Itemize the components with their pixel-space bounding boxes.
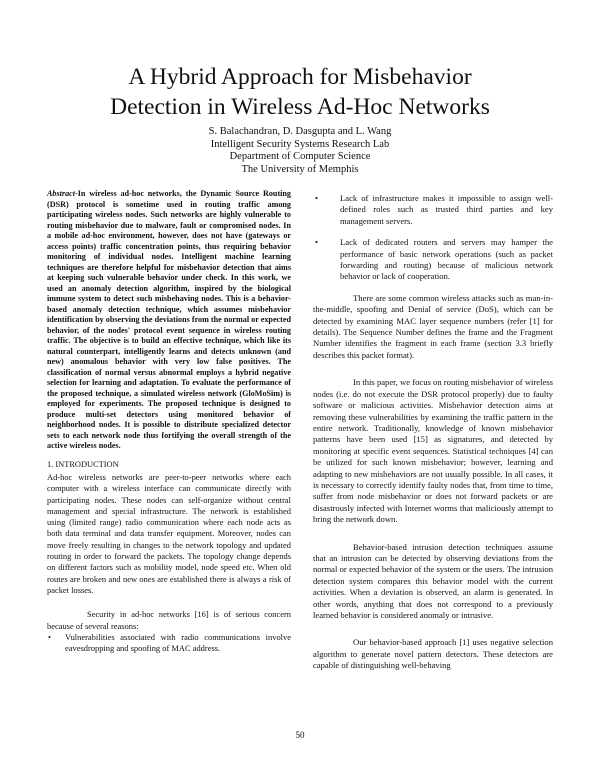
affiliation-lab: Intelligent Security Systems Research Lab bbox=[210, 138, 390, 150]
right-column bbox=[313, 193, 553, 672]
right-paragraph-3: Behavior-based intrusion detection techniques assume that an intrusion can be detected by observing deviations from the normal or expected behavior of the system or the users. The intrusion detection system compares this behavior model with the current activities. When a deviation is observed, an alarm is generated. In other words, anything that does not correspond to a previously learned behavior is considered anomaly or intrusive. bbox=[313, 541, 553, 620]
bullet-item bbox=[47, 632, 291, 655]
bullet-glyph: • bbox=[315, 237, 319, 248]
affiliation-dept: Department of Computer Science bbox=[229, 151, 371, 162]
bullet-glyph: • bbox=[48, 631, 51, 642]
page-number: 50 bbox=[295, 730, 305, 740]
bullet-text: Lack of dedicated routers and servers may hamper the performance of basic network operations (such as packet forwarding and routing) because of malicious network behavior or lack of cooperation. bbox=[340, 237, 553, 282]
right-paragraph-1: There are some common wireless attacks such as man-in-the-middle, spoofing and Denial of service (DoS), which can be detected by examining MAC layer sequence numbers (refer [1] for details). The Sequence Number defines the frame and the Fragment Number identifies the fragment in each frame (section 3.3 briefly describes this packet format). bbox=[313, 292, 553, 360]
abstract-label: Abstract bbox=[47, 189, 75, 198]
affiliation-university: The University of Memphis bbox=[241, 163, 359, 175]
left-column bbox=[47, 189, 291, 654]
intro-paragraph-1: Ad-hoc wireless networks are peer-to-peer networks where each computer with a wireless interface can communicate directly with participating nodes. These nodes can self-organize without central management and special infrastructure. The network is established using (limited range) radio communication where each node acts as both data terminal and data transfer equipment. Moreover, nodes can move freely resulting in changes to the network topology and updated routing in order to forward the packets. The topology change depends on different factors such as mobility model, node speed etc. When old routes are broken and new ones are established there is always a risk of packet losses. bbox=[47, 472, 291, 595]
author-block bbox=[0, 126, 600, 176]
title-line-2: Detection in Wireless Ad-Hoc Networks bbox=[110, 94, 490, 120]
bullet-item bbox=[313, 237, 553, 283]
bullet-glyph: • bbox=[315, 193, 319, 203]
paper-title bbox=[0, 62, 600, 122]
section-heading-introduction: 1. INTRODUCTION bbox=[47, 459, 119, 469]
intro-paragraph-2: Security in ad-hoc networks [16] is of serious concern because of several reasons: bbox=[47, 609, 291, 631]
abstract bbox=[47, 189, 291, 452]
bullet-item bbox=[313, 193, 553, 227]
bullet-text: Lack of infrastructure makes it impossible to assign well-defined roles such as trusted third parties and key management servers. bbox=[340, 193, 553, 226]
right-bullet-list bbox=[313, 193, 553, 283]
right-paragraph-2: In this paper, we focus on routing misbehavior of wireless nodes (i.e. do not execute the DSR protocol properly) due to faulty software or malicious activities. Misbehavior detection aims at removing these vulnerabilities by examining the traffic pattern in the entire network. Traditionally, knowledge of known misbehavior patterns have been used [15] as signatures, and detected by monitoring at specific event sequences. Statistical techniques [4] can be utilized for such known misbehavior; however, learning and adapting to new misbehaviors are not usually possible. In all cases, it is necessary to correctly identify faulty nodes that, from time to time, suffer from node misbehavior or does not forward packets or are disastrously infected with Internet worms that maliciously attempt to bring the network down. bbox=[313, 377, 553, 525]
author-names: S. Balachandran, D. Dasgupta and L. Wang bbox=[208, 126, 392, 137]
bullet-text: Vulnerabilities associated with radio communications involve eavesdropping and spoofing of MAC address. bbox=[65, 631, 291, 654]
left-bullet-list bbox=[47, 632, 291, 655]
abstract-text: -In wireless ad-hoc networks, the Dynamic Source Routing (DSR) protocol is sometime used in routing traffic among participating wireless nodes. Such networks are highly vulnerable to routing misbehavior due to malware, fault or compromised nodes. In a mobile ad-hoc environment, however, does not have (gateways or access points) traffic concentration points, thus requiring behavior monitoring of individual nodes. Intelligent machine learning techniques are therefore helpful for misbehavior detection that aims at keeping such vulnerable behavior under check. In this work, we used an anomaly detection algorithm, inspired by the biological immune system to detect such misbehaving nodes. This is a behavior-based anomaly detection technique, which assumes misbehavior identification by observing the deviations from the normal or expected behavior, of the nodes' protocol event sequence in wireless routing traffic. The objective is to build an effective technique, which like its natural counterpart, intelligently learns and detects unknown (and new) anomalous behavior with very low false positives. The classification of normal versus abnormal employs a hybrid negative selection for learning and adaptation. To evaluate the performance of the proposed technique, a simulated wireless network (GloMoSim) is employed for experiments. The proposed technique is designed to produce multi-set detectors using monitored behavior of neighborhood nodes. It is possible to distribute specialized detector sets to each network node thus fortifying the overall strength of the active wireless nodes. bbox=[47, 189, 291, 450]
title-line-1: A Hybrid Approach for Misbehavior bbox=[128, 64, 472, 90]
right-paragraph-4: Our behavior-based approach [1] uses negative selection algorithm to generate novel pattern detectors. These detectors are capable of distinguishing well-behaving bbox=[313, 637, 553, 671]
